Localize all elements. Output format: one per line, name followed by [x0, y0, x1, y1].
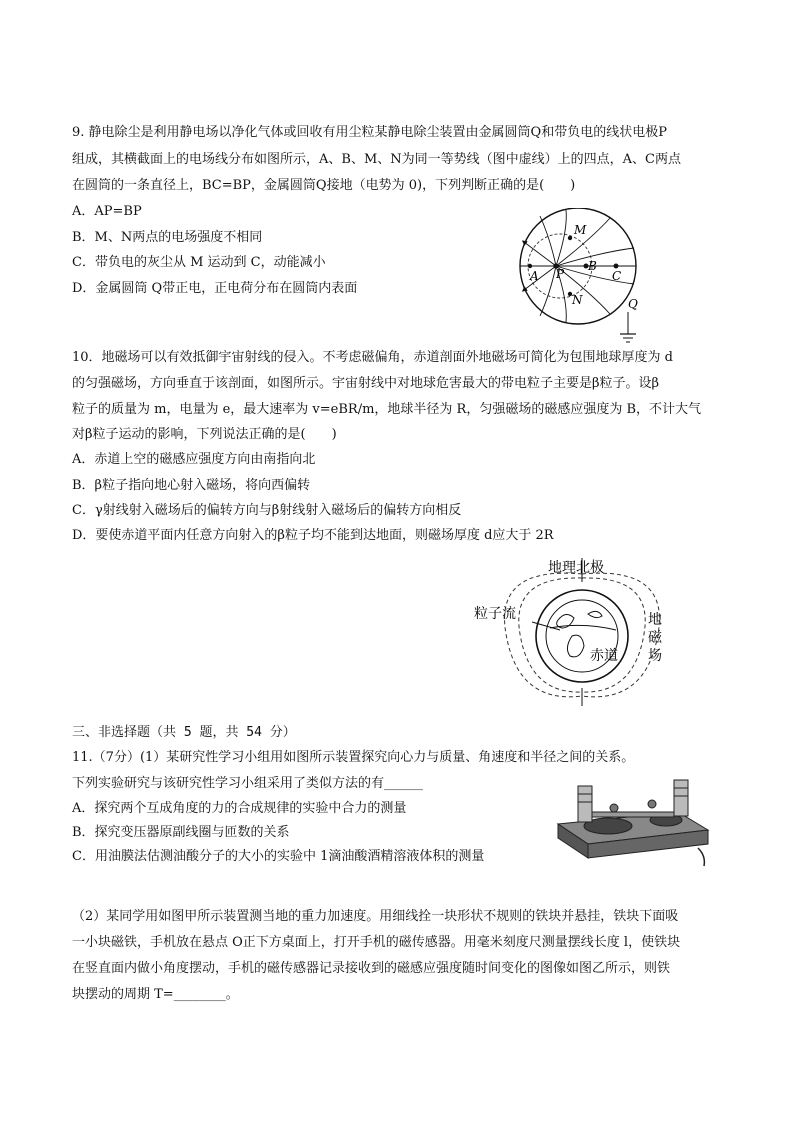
label-field-1: 地	[648, 612, 662, 628]
q9-line-1: 9. 静电除尘是利用静电场以净化气体或回收有用尘粒某静电除尘装置由金属圆筒Q和带负电的线状电极P	[72, 125, 667, 140]
q11-part2-line-2: 一小块磁铁，手机放在悬点 O正下方桌面上，打开手机的磁传感器。用毫米刻度尺测量摆线长度 l，使铁块	[72, 935, 681, 950]
q11-line-2: 下列实验研究与该研究性学习小组采用了类似方法的有______	[72, 776, 424, 791]
q10-line-4: 对β粒子运动的影响，下列说法正确的是( )	[72, 427, 337, 442]
q10-line-1: 10．地磁场可以有效抵御宇宙射线的侵入。不考虑磁偏角，赤道剖面外地磁场可简化为包围地球厚度为 d	[72, 350, 673, 365]
section-3-heading: 三、非选择题（共 5 题，共 54 分）	[72, 725, 296, 740]
label-p: P	[556, 267, 565, 281]
q9-option-c: C．带负电的灰尘从 M 运动到 C，动能减小	[72, 255, 326, 270]
label-north-pole: 地理北极	[548, 560, 604, 576]
q11-option-c: C．用油膜法估测油酸分子的大小的实验中 1滴油酸酒精溶液体积的测量	[72, 849, 485, 864]
q10-option-b: B．β粒子指向地心射入磁场，将向西偏转	[72, 478, 311, 493]
q10-option-a: A．赤道上空的磁感应强度方向由南指向北	[72, 452, 316, 467]
q10-option-c: C．γ射线射入磁场后的偏转方向与β射线射入磁场后的偏转方向相反	[72, 503, 462, 518]
label-particle-flow: 粒子流	[474, 606, 516, 622]
q10-option-d: D．要使赤道平面内任意方向射入的β粒子均不能到达地面，则磁场厚度 d应大于 2R	[72, 528, 554, 543]
q9-line-2: 组成，其横截面上的电场线分布如图所示，A、B、M、N为同一等势线（图中虚线）上的四点，A、C两点	[72, 152, 681, 167]
label-field-2: 磁	[648, 630, 662, 646]
earth-circle	[536, 590, 628, 682]
label-m: M	[574, 223, 587, 237]
q9-option-a: A．AP=BP	[72, 204, 142, 219]
arm-bar	[592, 812, 674, 817]
point-m-dot	[568, 236, 572, 240]
q11-apparatus-figure	[548, 772, 718, 872]
q11-part2-line-4: 块摆动的周期 T=________。	[72, 987, 239, 1002]
label-b: B	[588, 259, 597, 273]
point-a-dot	[528, 264, 532, 268]
q11-line-1: 11.（7分）(1）某研究性学习小组用如图所示装置探究向心力与质量、角速度和半径之间的关系。	[72, 750, 635, 765]
q11-part2-line-3: 在竖直面内做小角度摆动，手机的磁传感器记录接收到的磁感应强度随时间变化的图像如图乙所示，则铁	[72, 961, 671, 976]
left-sleeve	[578, 786, 592, 822]
label-equator: 赤道	[590, 648, 618, 664]
q9-field-figure	[510, 208, 650, 348]
crank-handle	[698, 848, 704, 866]
q11-part2-line-1: （2）某同学用如图甲所示装置测当地的重力加速度。用细线拴一块形状不规则的铁块并悬挂，铁块下面吸	[72, 909, 679, 924]
ball-2	[648, 800, 656, 808]
q11-option-b: B．探究变压器原副线圈与匝数的关系	[72, 825, 290, 840]
q10-geomagnetic-figure	[470, 556, 680, 706]
label-q: Q	[628, 297, 638, 311]
label-field-3: 场	[648, 648, 662, 664]
ball-1	[610, 804, 618, 812]
q10-line-3: 粒子的质量为 m，电量为 e，最大速率为 v=eBR/m，地球半径为 R，匀强磁场的磁感应强度为 B，不计大气	[72, 402, 702, 417]
label-c: C	[612, 269, 622, 283]
q9-option-d: D．金属圆筒 Q带正电，正电荷分布在圆筒内表面	[72, 281, 358, 296]
q11-option-a: A．探究两个互成角度的力的合成规律的实验中合力的测量	[72, 801, 407, 816]
label-n: N	[572, 293, 583, 307]
point-c-dot	[614, 264, 619, 269]
q10-line-2: 的匀强磁场，方向垂直于该剖面，如图所示。宇宙射线中对地球危害最大的带电粒子主要是β粒子。设β	[72, 376, 660, 391]
right-sleeve	[674, 780, 688, 816]
q9-option-b: B．M、N两点的电场强度不相同	[72, 230, 263, 245]
q9-line-3: 在圆筒的一条直径上，BC=BP，金属圆筒Q接地（电势为 0)，下列判断正确的是( )	[72, 178, 576, 193]
label-a: A	[530, 269, 539, 283]
